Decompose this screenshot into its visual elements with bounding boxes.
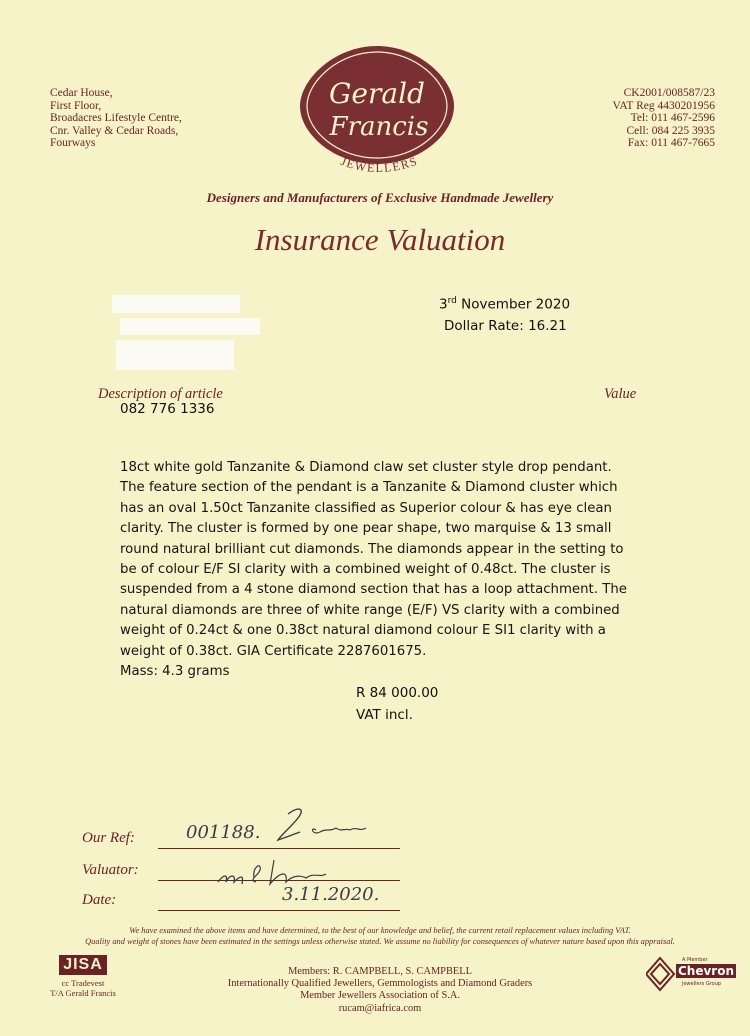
chevron-member-text: A Member (682, 957, 708, 963)
address-line: Fourways (50, 137, 96, 150)
description-line: weight of 0.24ct & one 0.38ct natural diamond colour E SI1 clarity with a (120, 623, 606, 639)
description-column-label: Description of article (98, 386, 223, 402)
valuator-label: Valuator: (82, 862, 139, 878)
address-line: Broadacres Lifestyle Centre, (50, 112, 182, 125)
description-line: round natural brilliant cut diamonds. The diamonds appear in the setting to (120, 541, 624, 557)
our-ref-value: 001188. (186, 822, 261, 843)
registration-number: CK2001/008587/23 (623, 87, 715, 99)
redacted-recipient-city (116, 340, 234, 370)
description-line: natural diamonds are three of white range (E/F) VS clarity with a combined (120, 602, 620, 618)
disclaimer (0, 925, 750, 947)
company-address (50, 87, 250, 150)
tagline: Designers and Manufacturers of Exclusive Handmade Jewellery (206, 190, 554, 205)
description-line: suspended from a 4 stone diamond section that has a loop attachment. The (120, 582, 627, 598)
logo-arc-text: JEWELLERS (338, 153, 420, 176)
vat-registration: VAT Reg 4430201956 (612, 99, 715, 112)
address-line: Cedar House, (50, 87, 113, 99)
date-day: 3 (439, 296, 448, 313)
chevron-group-text: Jewellers Group (682, 981, 722, 987)
chevron-name: Chevron (678, 964, 735, 978)
date-month-year: November 2020 (461, 296, 571, 313)
our-ref-label: Our Ref: (82, 830, 135, 846)
logo-line1: Gerald (329, 77, 425, 110)
dollar-rate: Dollar Rate: 16.21 (444, 318, 567, 334)
description-line: weight of 0.38ct. GIA Certificate 2287601675. (120, 643, 427, 659)
email: rucam@iafrica.com (338, 1002, 422, 1014)
date-label: Date: (82, 892, 117, 908)
fax: Fax: 011 467-7665 (627, 137, 715, 150)
logo-line2: Francis (329, 112, 429, 142)
members-names: Members: R. CAMPBELL, S. CAMPBELL (288, 966, 472, 977)
disclaimer-line: Quality and weight of stones have been estimated in the settings unless otherwise stated. We assume no liability for consequences of whatever nature based upon this appraisal. (85, 937, 675, 946)
tradevest-line: cc Tradevest (61, 978, 105, 988)
date-suffix: rd (447, 296, 457, 306)
jasa-logo-mark: JISA (59, 955, 107, 975)
company-contact (500, 87, 715, 150)
cellphone: Cell: 084 225 3935 (626, 124, 715, 137)
description-line: 18ct white gold Tanzanite & Diamond claw set cluster style drop pendant. (120, 460, 612, 475)
qualifications: Internationally Qualified Jewellers, Gemmologists and Diamond Graders (227, 978, 533, 990)
valuation-date (439, 296, 570, 313)
description-line: be of colour E/F SI clarity with a combined weight of 0.48ct. The cluster is (120, 562, 611, 578)
valuation-amount: R 84 000.00 (356, 685, 439, 701)
item-mass: Mass: 4.3 grams (120, 664, 230, 680)
chevron-logo (646, 954, 735, 994)
redacted-recipient-address (120, 318, 260, 335)
members-info (0, 966, 750, 1015)
address-line: First Floor, (50, 99, 102, 112)
address-line: Cnr. Valley & Cedar Roads, (50, 124, 179, 137)
redacted-recipient-name (112, 295, 240, 313)
trading-as-line: T/A Gerald Francis (50, 988, 116, 998)
telephone: Tel: 011 467-2596 (630, 112, 715, 125)
date-value: 3.11.2020. (282, 884, 380, 905)
date-line (158, 910, 400, 911)
company-logo (292, 40, 462, 180)
description-line: The feature section of the pendant is a Tanzanite & Diamond cluster which (120, 480, 618, 496)
disclaimer-line: We have examined the above items and have determined, to the best of our knowledge and belief, the current retail replacement values including VAT. (129, 926, 631, 935)
association: Member Jewellers Association of S.A. (300, 990, 460, 1002)
vat-note: VAT incl. (356, 707, 413, 723)
campbell-signature (268, 802, 388, 853)
phone-number: 082 776 1336 (120, 401, 215, 417)
description-line: has an oval 1.50ct Tanzanite classified as Superior colour & has eye clean (120, 500, 612, 516)
page-title: Insurance Valuation (254, 222, 506, 257)
description-line: clarity. The cluster is formed by one pear shape, two marquise & 13 small (120, 521, 612, 537)
value-column-label: Value (604, 386, 637, 402)
item-description (120, 458, 680, 682)
